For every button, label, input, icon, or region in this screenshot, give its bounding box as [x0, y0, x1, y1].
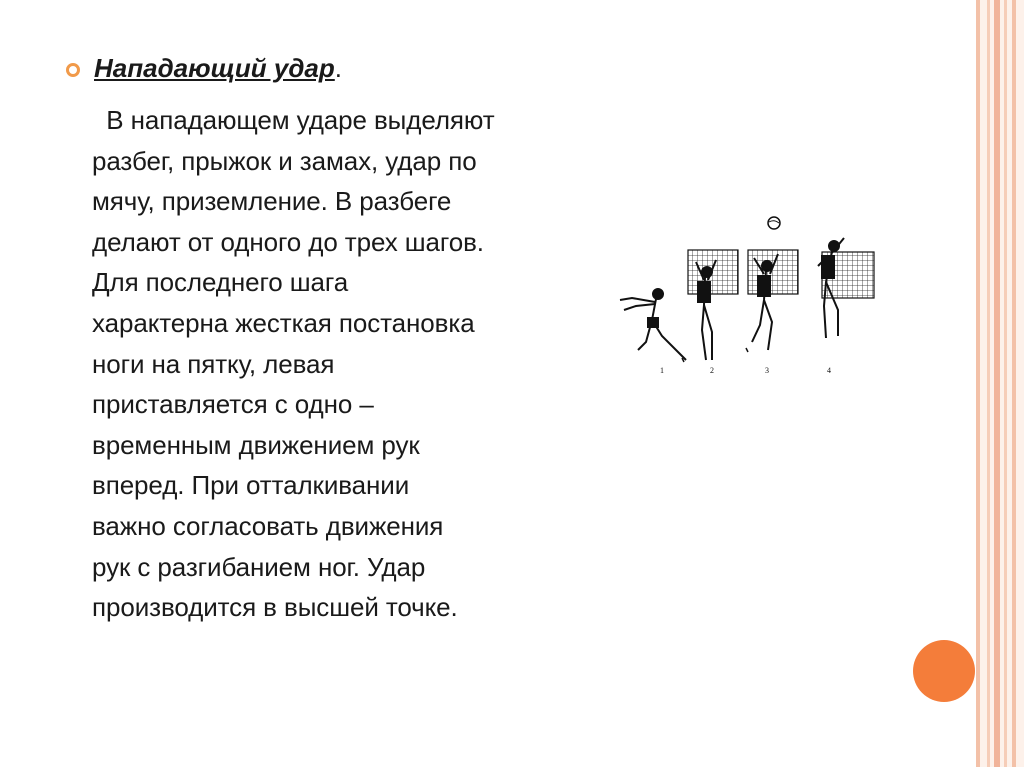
net-icon: [748, 250, 798, 294]
body-line: характерна жесткая постановка: [92, 307, 475, 338]
body-line: вперед. При отталкивании: [92, 470, 410, 501]
frame-number: 3: [765, 366, 769, 375]
body-line: разбег, прыжок и замах, удар по: [92, 145, 477, 176]
frame-number: 1: [660, 366, 664, 375]
slide-title-period: .: [334, 52, 343, 83]
body-line: важно согласовать движения: [92, 510, 444, 541]
body-line: делают от одного до трех шагов.: [92, 226, 484, 257]
body-line: производится в высшей точке.: [92, 592, 458, 623]
volleyball-attack-sequence-illustration: [612, 210, 882, 382]
decorative-orange-circle: [913, 640, 975, 702]
body-line: ноги на пятку, левая: [92, 348, 335, 379]
body-line: приставляется с одно –: [92, 389, 374, 420]
body-line: мячу, приземление. В разбеге: [92, 186, 452, 217]
slide-title-row: [66, 48, 342, 88]
stripe: [987, 0, 990, 767]
stripe: [1004, 0, 1007, 767]
body-line: временным движением рук: [92, 429, 420, 460]
frame-number: 4: [827, 366, 831, 375]
body-line: Для последнего шага: [92, 267, 349, 298]
athlete-figure-1: [620, 289, 686, 360]
body-line: рук с разгибанием ног. Удар: [92, 551, 426, 582]
slide-body-text: [92, 100, 602, 628]
body-line: В нападающем ударе выделяют: [92, 105, 495, 135]
bullet-icon: [66, 63, 80, 77]
stripe: [994, 0, 1000, 767]
slide-title: Нападающий удар: [94, 52, 335, 83]
frame-number: 2: [710, 366, 714, 375]
stripe: [976, 0, 980, 767]
stripe: [1012, 0, 1016, 767]
